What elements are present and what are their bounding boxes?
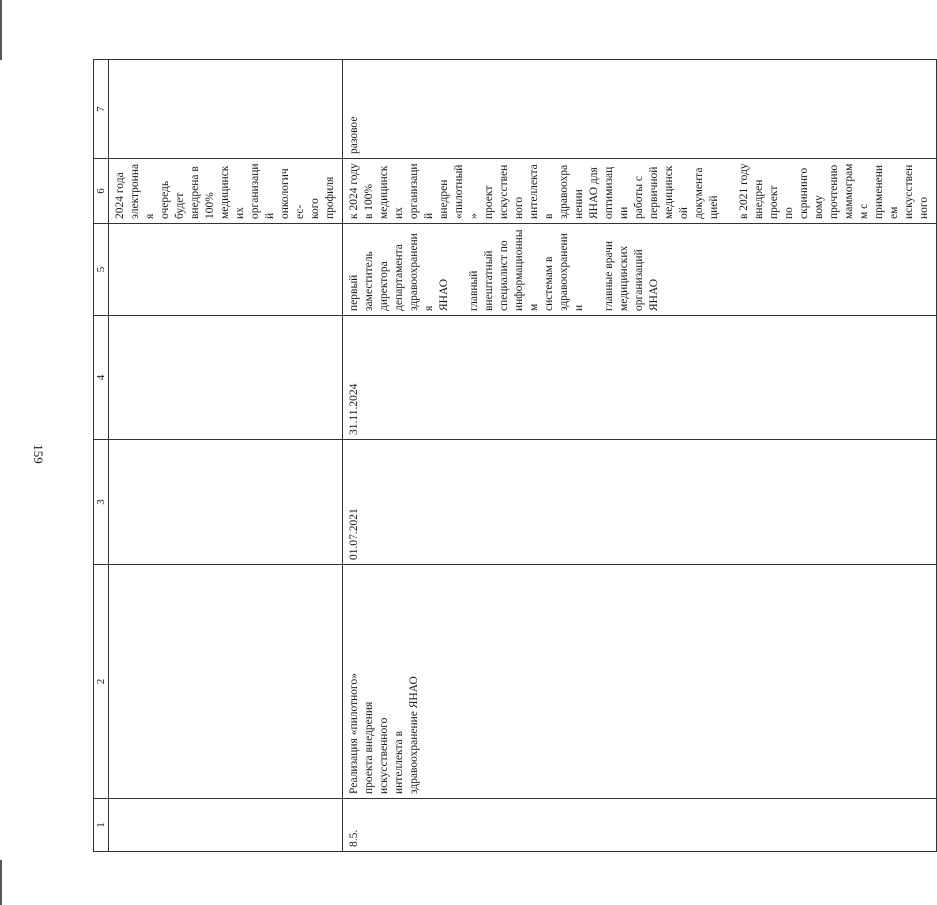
- row-end-date: 31.11.2024: [343, 316, 937, 440]
- header-cell-4: 4: [94, 316, 109, 440]
- header-cell-6: 6: [94, 159, 109, 224]
- cont-cell-3: [109, 440, 343, 565]
- cont-cell-2: [109, 565, 343, 799]
- plan-table: [93, 59, 937, 852]
- header-cell-1: 1: [94, 799, 109, 852]
- cont-cell-5: [109, 224, 343, 316]
- header-cell-3: 3: [94, 440, 109, 565]
- row-name: Реализация «пилотного» проекта внедрения искусственного интеллекта в здравоохранение ЯНАО: [343, 565, 937, 799]
- row-result: к 2024 году в 100% медицинских организаций внедрен «пилотный» проект искусственного интеллекта в здравоохранении ЯНАО для оптимизации работы с первичной медицинской документацией в 2021 году внедрен проект по скрининговому прочтению маммограмм с применением искусственного: [343, 159, 937, 224]
- cont-cell-7: [109, 60, 343, 159]
- page-number: 159: [31, 444, 46, 464]
- header-cell-5: 5: [94, 224, 109, 316]
- row-start-date: 01.07.2021: [343, 440, 937, 565]
- header-cell-7: 7: [94, 60, 109, 159]
- scan-edge-mark: [0, 860, 2, 905]
- row-number: 8.5.: [343, 799, 937, 852]
- header-row: [94, 60, 109, 852]
- table-region: [93, 60, 930, 852]
- header-cell-2: 2: [94, 565, 109, 799]
- row-frequency: разовое: [343, 60, 937, 159]
- cont-cell-4: [109, 316, 343, 440]
- cont-cell-result: 2024 года электронная очередь будет внедрена в 100% медицинских организаций онкологичес- кого профиля: [109, 159, 343, 224]
- rotated-landscape-table: [93, 60, 930, 852]
- table-row: [343, 60, 937, 852]
- row-responsible: первый заместитель директора департамента здравоохранения ЯНАО главный внештатный специалист по информационным системам в здравоохранении главные врачи медицинских организаций ЯНАО: [343, 224, 937, 316]
- continuation-row: [109, 60, 343, 852]
- cont-cell-1: [109, 799, 343, 852]
- scan-edge-mark: [0, 0, 2, 60]
